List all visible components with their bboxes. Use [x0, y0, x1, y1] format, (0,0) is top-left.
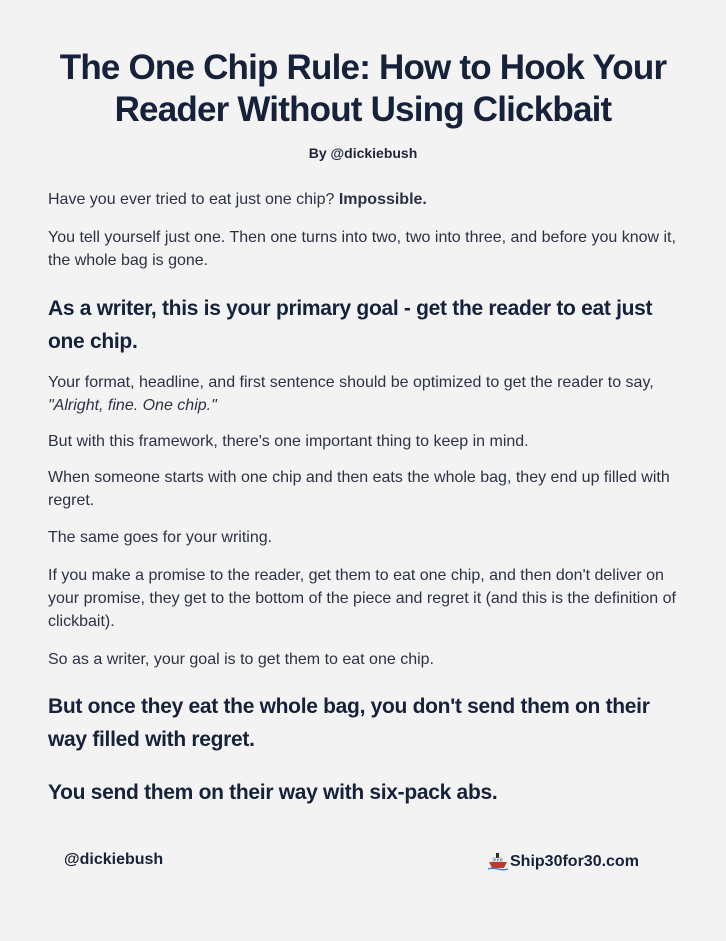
paragraph-framework: But with this framework, there's one important thing to keep in mind. [48, 433, 529, 450]
article-byline: By @dickiebush [308, 145, 418, 161]
paragraph-goal: So as a writer, your goal is to get them to eat one chip. [48, 651, 434, 668]
footer-handle: @dickiebush [64, 851, 164, 868]
paragraph-format-text: Your format, headline, and first sentence should be optimized to get the reader to say, [48, 374, 654, 391]
paragraph-same: The same goes for your writing. [48, 529, 273, 546]
ship-icon [487, 851, 509, 873]
article-title: The One Chip Rule: How to Hook Your Reader Without Using Clickbait [59, 48, 667, 129]
heading-six-pack: You send them on their way with six-pack abs. [48, 781, 498, 804]
paragraph-intro-emphasis: Impossible. [338, 191, 427, 208]
paragraph-one-chip: You tell yourself just one. Then one turns into two, two into three, and before you know it, the whole bag is gone. [48, 229, 676, 269]
heading-primary-goal: As a writer, this is your primary goal - get the reader to eat just one chip. [48, 297, 653, 353]
paragraph-clickbait: If you make a promise to the reader, get them to eat one chip, and then don't deliver on your promise, they get to the bottom of the piece and regret it (and this is the definition of clickbait). [48, 567, 676, 630]
paragraph-regret: When someone starts with one chip and then eats the whole bag, they end up filled with regret. [48, 469, 670, 509]
paragraph-format-quote: "Alright, fine. One chip." [48, 397, 217, 414]
paragraph-intro-text: Have you ever tried to eat just one chip? [48, 191, 339, 208]
paragraph-format [48, 371, 688, 417]
footer-site [487, 851, 639, 873]
footer-site-label: Ship30for30.com [510, 853, 639, 870]
paragraph-intro [48, 188, 688, 211]
heading-whole-bag: But once they eat the whole bag, you don't send them on their way filled with regret. [48, 695, 650, 751]
